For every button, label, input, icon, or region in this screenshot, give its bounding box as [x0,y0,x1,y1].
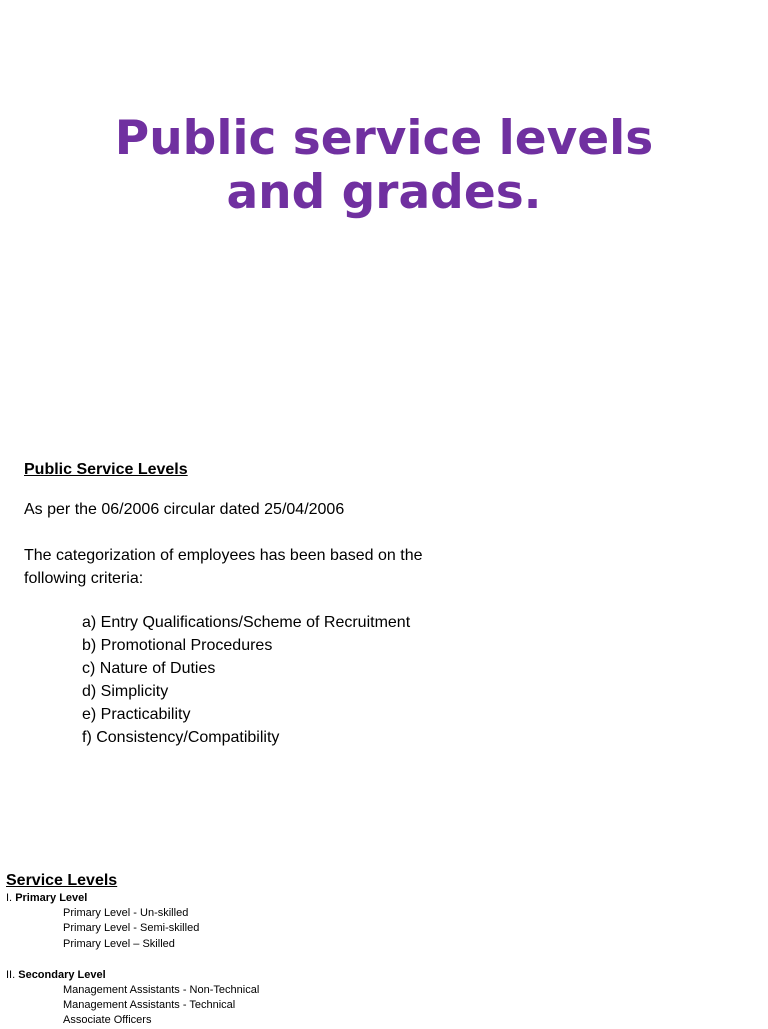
primary-level-list [6,906,746,952]
level-heading-secondary [6,968,746,983]
criteria-item: b) Promotional Procedures [82,637,273,654]
circular-reference-text: As per the 06/2006 circular dated 25/04/2006 [24,501,345,518]
criteria-item: f) Consistency/Compatibility [82,729,280,746]
criteria-list [24,611,544,749]
level-item: Primary Level - Un-skilled [63,907,189,919]
criteria-item: e) Practicability [82,706,191,723]
level-name: Primary Level [15,892,88,904]
level-item: Primary Level – Skilled [63,937,175,950]
level-numeral: I. [6,892,13,904]
criteria-item: a) Entry Qualifications/Scheme of Recruitment [82,614,411,631]
level-heading-primary [6,891,746,906]
categorization-line-1: The categorization of employees has been based on the [24,547,423,564]
slide-title-line-2: and grades. [226,165,542,220]
categorization-line-2: following criteria: [24,570,144,587]
level-item: Management Assistants - Non-Technical [63,983,260,996]
categorization-paragraph [24,544,544,590]
level-item: Management Assistants - Technical [63,999,236,1012]
level-item: Primary Level - Semi-skilled [63,922,200,935]
level-name: Secondary Level [18,968,106,981]
criteria-item: d) Simplicity [82,683,169,700]
public-service-levels-section [24,458,544,749]
public-service-levels-heading: Public Service Levels [24,461,188,478]
secondary-level-list [6,983,746,1029]
slide-title [0,112,768,220]
slide-title-line-1: Public service levels [114,111,654,166]
level-item: Associate Officers [63,1014,152,1027]
criteria-item: c) Nature of Duties [82,660,216,677]
service-levels-heading: Service Levels [6,872,118,889]
level-numeral: II. [6,968,16,981]
service-levels-section [6,871,746,1029]
